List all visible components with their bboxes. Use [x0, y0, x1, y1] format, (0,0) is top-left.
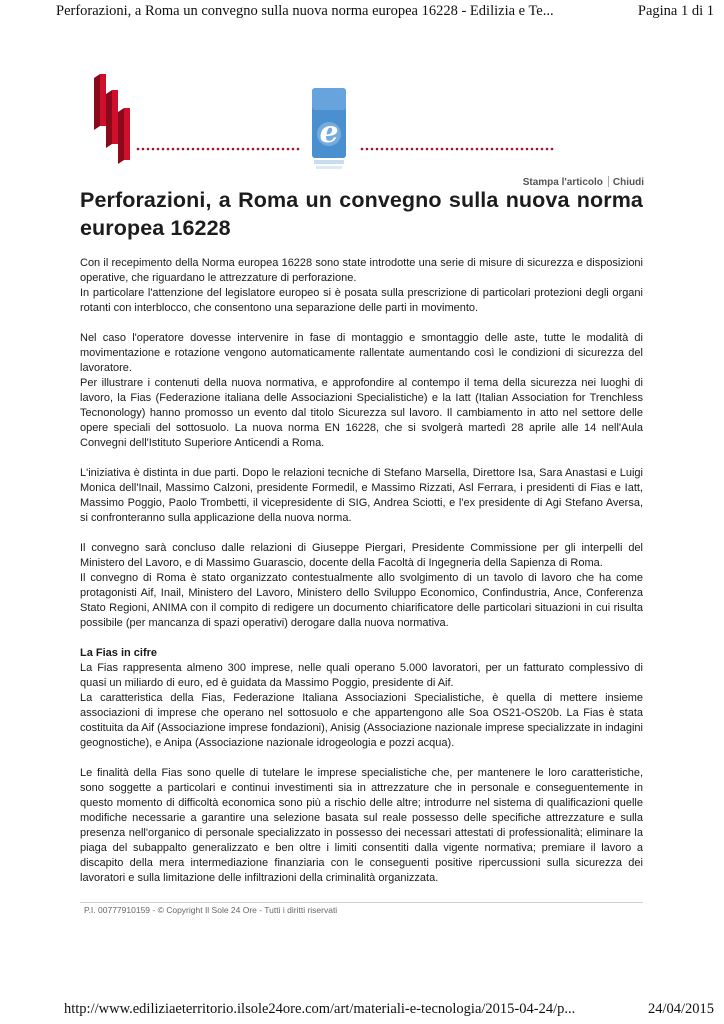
article-body: [80, 186, 643, 886]
article-paragraph: Le finalità della Fias sono quelle di tutelare le imprese specialistiche che, per mantenere le loro caratteristiche, sono soggette a particolari e continui investimenti sia in attrezzature che in personale e conseguentemente in questo momento di difficoltà economica sono più a rischio delle altre; introdurre nel sistema di qualificazioni quelle modifiche necessarie a garantire una selezione basata sul reale possesso delle specifiche attrezzature e sulla presenza nell'organico di personale specializzato in possesso dei necessari attestati di professionalità; eliminare la piaga del subappalto generalizzato e ben oltre i limiti consentiti dalla vigente normativa; premiare il lavoro a discapito della mera intermediazione finanziaria con le conseguenti positive ripercussioni sulla sicurezza dei lavoratori e sulla limitazione delle infiltrazioni della criminalità organizzata.: [80, 767, 643, 884]
edilizia-logo-graphic: [90, 72, 570, 177]
article-paragraph: Con il recepimento della Norma europea 16228 sono state introdotte una serie di misure di sicurezza e disposizioni operative, che riguardano le attrezzature di perforazione.: [80, 257, 643, 284]
print-footer: [0, 1001, 724, 1021]
copyright-notice: P.I. 00777910159 - © Copyright Il Sole 24 Ore - Tutti i diritti riservati: [84, 905, 338, 915]
site-logo: [90, 72, 570, 177]
article-paragraph: Per illustrare i contenuti della nuova normativa, e approfondire al contempo il tema della sicurezza nei luoghi di lavoro, la Fias (Federazione italiana delle Associazioni Specialistiche) e la Iatt (Italian Association for Trenchless Tecnonology) hanno promosso un evento dal titolo Sicurezza sul lavoro. Il cambiamento in atto nel settore delle opere speciali del sottosuolo. La nuova norma EN 16228, che si svolgerà martedì 28 aprile alle 14 nell'Aula Convegni dell'Istituto Superiore Anticendi a Roma.: [80, 377, 643, 449]
article-paragraph: La Fias rappresenta almeno 300 imprese, nelle quali operano 5.000 lavoratori, per un fatturato complessivo di quasi un miliardo di euro, ed è guidata da Massimo Poggio, presidente di Aif.: [80, 662, 643, 689]
print-header: [0, 3, 724, 25]
footer-divider: [80, 902, 643, 903]
article-paragraph: L'iniziativa è distinta in due parti. Dopo le relazioni tecniche di Stefano Marsella, Direttore Isa, Sara Anastasi e Luigi Monica dell'Inail, Massimo Calzoni, presidente Formedil, e Massimo Rizzati, Asl Ferrara, i presidenti di Fias e Iatt, Massimo Poggio, Paolo Trombetti, il vicepresidente di SIG, Andrea Sciotti, e l'ex presidente di Agi Stefano Aversa, si confronteranno sulla applicazione della nuova norma.: [80, 467, 643, 524]
close-link[interactable]: Chiudi: [612, 177, 644, 188]
red-bars-logo-mark: [94, 74, 130, 164]
article-headline: Perforazioni, a Roma un convegno sulla nuova norma europea 16228: [80, 188, 643, 240]
print-header-title: Perforazioni, a Roma un convegno sulla nuova norma europea 16228 - Edilizia e Te...: [56, 3, 554, 19]
article-paragraph: La caratteristica della Fias, Federazione Italiana Associazioni Specialistiche, è quella di mettere insieme associazioni di imprese che operano nel sottosuolo e che appartengono alle Soa OS21-OS20b. La Fias è stata costituita da Aif (Associazione imprese fondazioni), Anisig (Associazione nazionale imprese specializzate in indagini geognostiche), e Anipa (Associazione nazionale idrogeologia e pozzi acqua).: [80, 692, 643, 749]
article-paragraph: Il convegno di Roma è stato organizzato contestualmente allo svolgimento di un tavolo di lavoro che ha come protagonisti Aif, Inail, Ministero del Lavoro, Ministero dello Sviluppo Economico, Confindustria, Ance, Conferenza Stato Regioni, ANIMA con il compito di redigere un documento chiarificatore delle particolari situazioni in cui risulta possibile (per mancanza di spazi operativi) derogare dalla nuova normativa.: [80, 572, 643, 629]
blue-e-logo-mark: [312, 88, 346, 169]
article-paragraph: In particolare l'attenzione del legislatore europeo si è posata sulla prescrizione di particolari protezioni degli organi rotanti con interblocco, che consentono una separazione delle parti in movimento.: [80, 287, 643, 314]
left-dotted-line: [137, 148, 300, 151]
right-dotted-line: [361, 148, 554, 151]
print-article-link[interactable]: Stampa l'articolo: [522, 177, 603, 188]
print-footer-date: 24/04/2015: [647, 1001, 714, 1017]
print-footer-url: http://www.ediliziaeterritorio.ilsole24ore.com/art/materiali-e-tecnologia/2015-04-24/p...: [64, 1001, 576, 1017]
svg-text:e: e: [319, 115, 339, 150]
section-title: La Fias in cifre: [80, 647, 158, 659]
article-paragraph: Nel caso l'operatore dovesse intervenire in fase di montaggio e smontaggio delle aste, tutte le modalità di movimentazione e rotazione vengono automaticamente rallentate aumentando così le condizioni di sicurezza del lavoratore.: [80, 332, 643, 374]
article-paragraph: Il convegno sarà concluso dalle relazioni di Giuseppe Piergari, Presidente Commissione per gli interpelli del Ministero del Lavoro, e di Massimo Guarascio, docente della Facoltà di Ingegneria della Sapienza di Roma.: [80, 542, 643, 569]
print-header-page-number: Pagina 1 di 1: [637, 3, 714, 19]
